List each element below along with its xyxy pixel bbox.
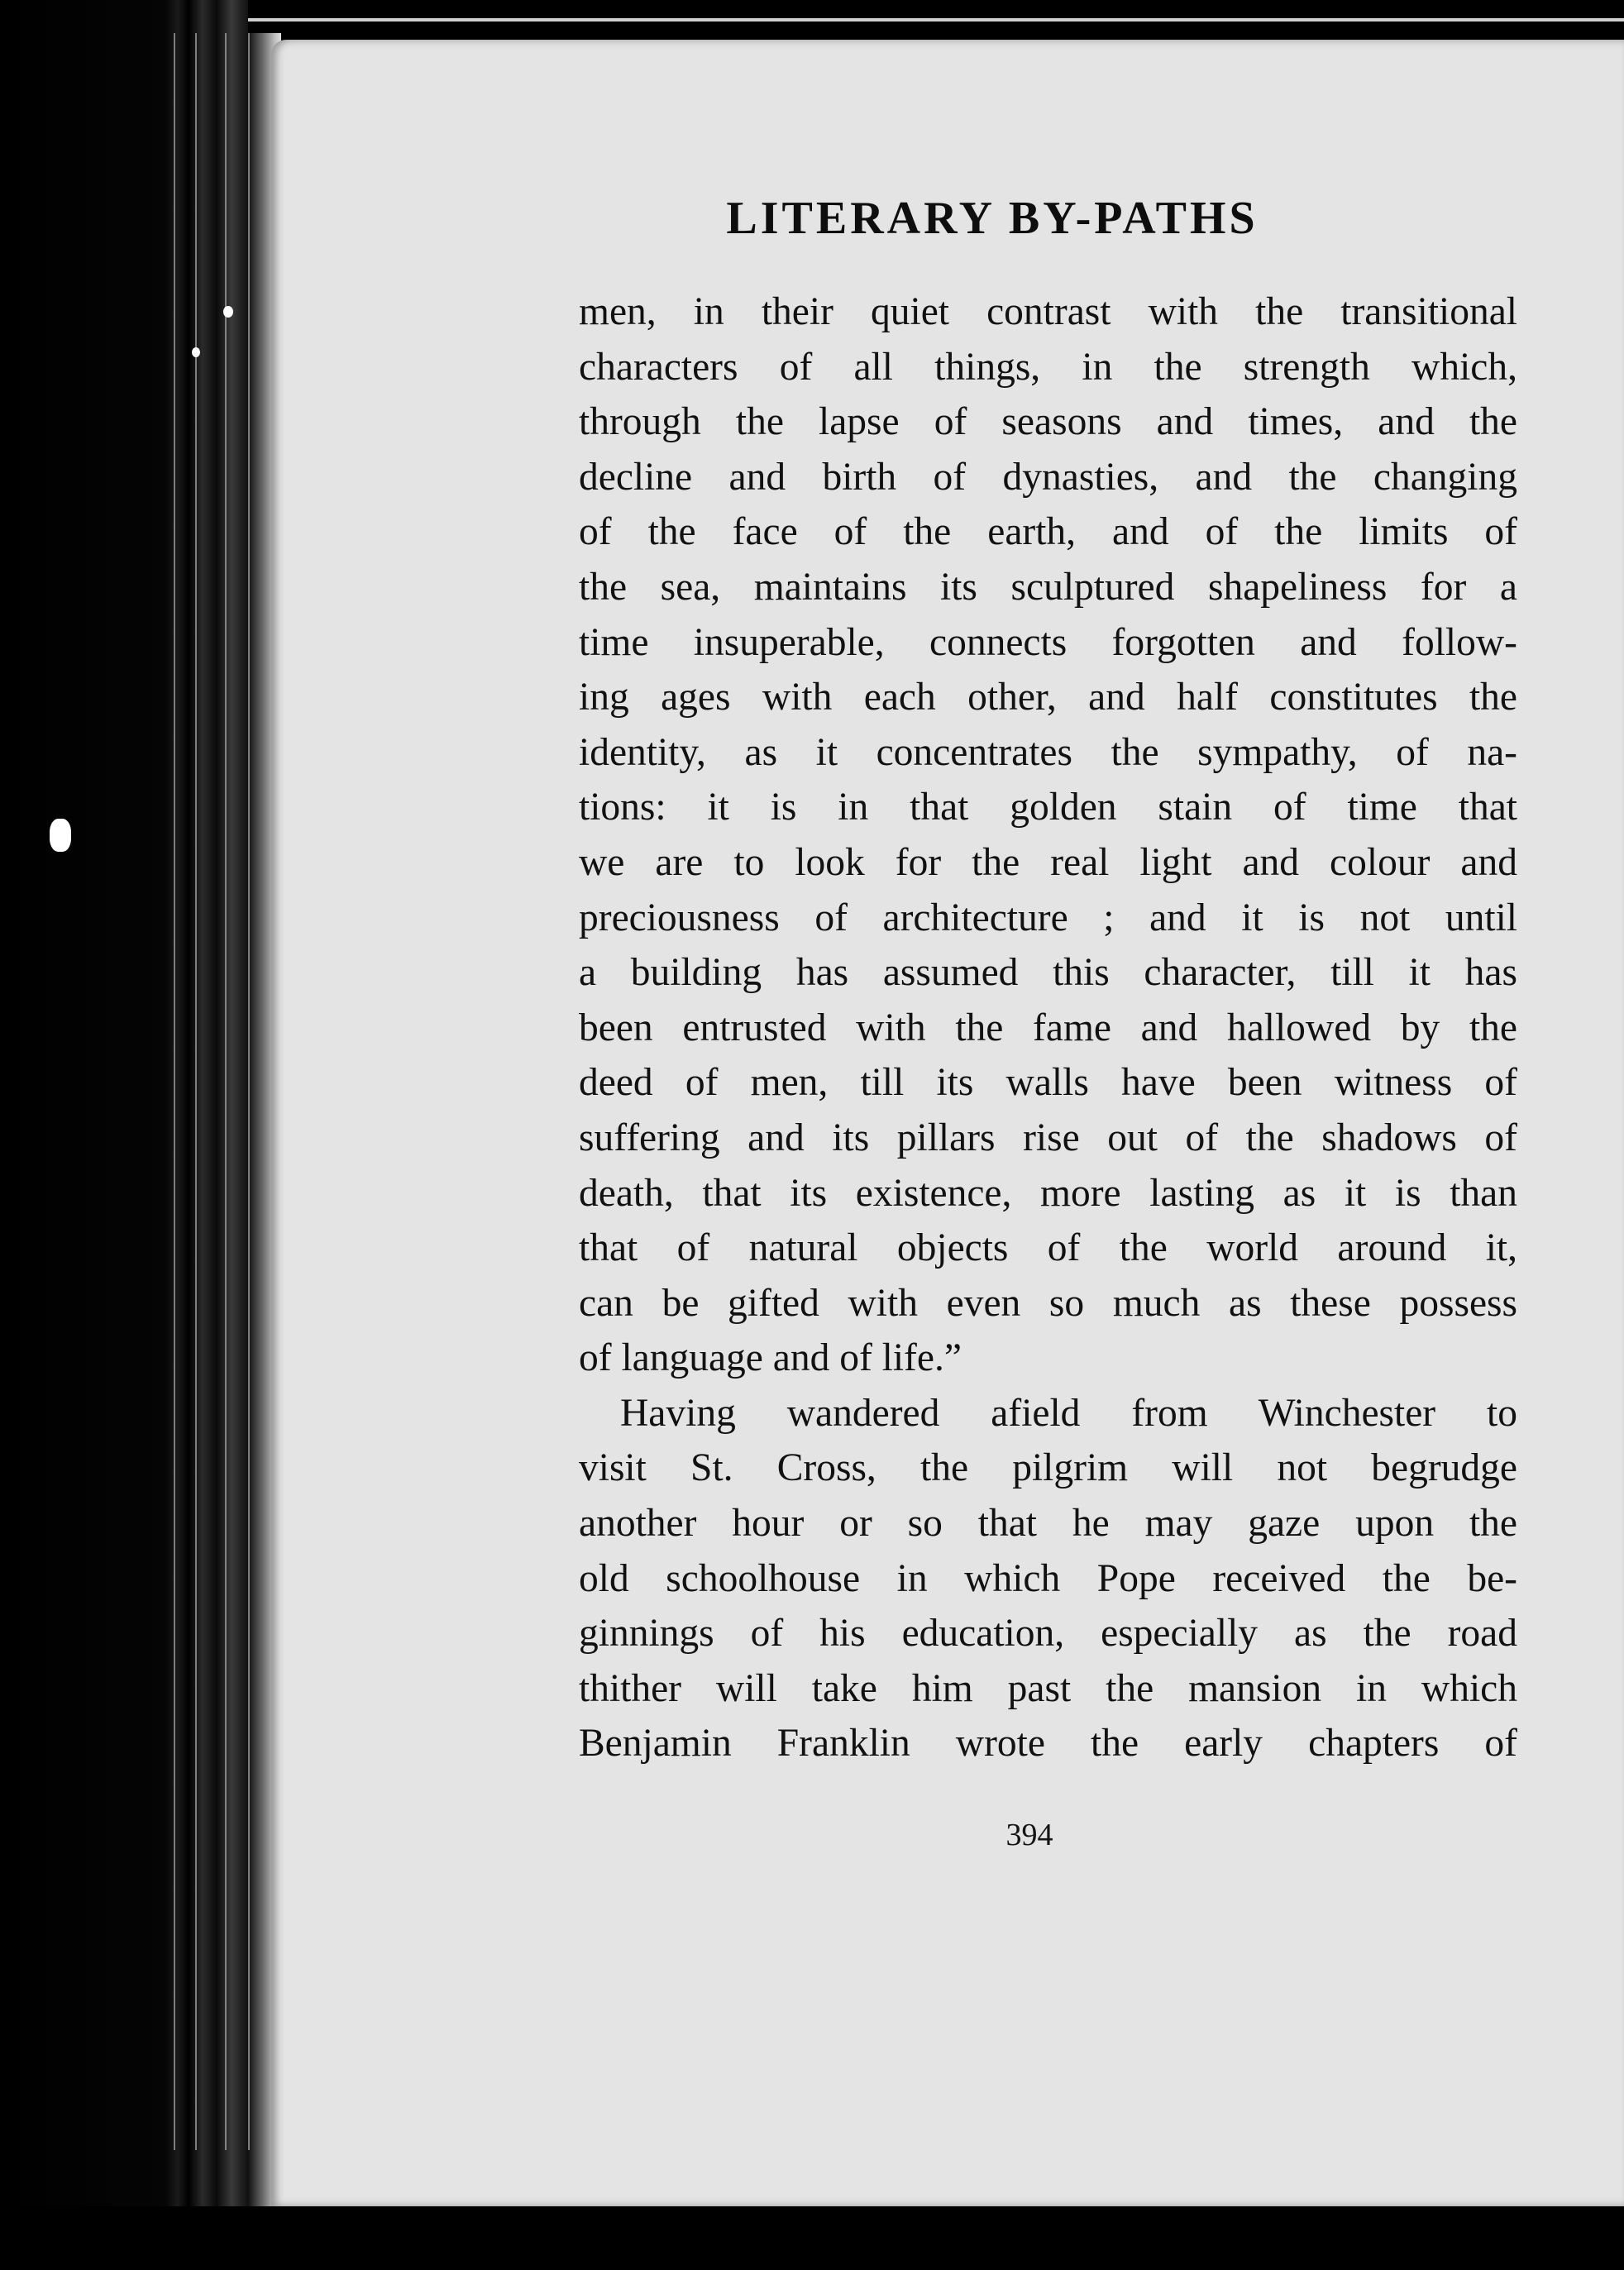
text-line: identity, as it concentrates the sympathy, of na- <box>579 730 1517 774</box>
text-line: been entrusted with the fame and hallowed by the <box>579 1006 1517 1049</box>
text-line: through the lapse of seasons and times, and the <box>579 400 1517 444</box>
text-line: old schoolhouse in which Pope received the be- <box>579 1556 1517 1600</box>
text-line: suffering and its pillars rise out of the shadows of <box>579 1116 1517 1159</box>
page-edge-line <box>225 33 227 2150</box>
text-line: deed of men, till its walls have been witness of <box>579 1061 1517 1105</box>
text-line: of the face of the earth, and of the limits of <box>579 510 1517 554</box>
text-line: thither will take him past the mansion in which <box>579 1666 1517 1710</box>
text-line: ing ages with each other, and half constitutes the <box>579 676 1517 719</box>
text-line: another hour or so that he may gaze upon the <box>579 1502 1517 1546</box>
text-line: decline and birth of dynasties, and the changing <box>579 455 1517 499</box>
text-line: we are to look for the real light and colour and <box>579 840 1517 884</box>
paper-speck <box>50 819 71 852</box>
text-line: tions: it is in that golden stain of time that <box>579 786 1517 829</box>
page-edge-line <box>174 33 175 2150</box>
text-line: a building has assumed this character, till it has <box>579 951 1517 995</box>
body-text <box>579 284 1517 1771</box>
text-line: that of natural objects of the world around it, <box>579 1226 1517 1270</box>
page-edge-line <box>248 33 250 2150</box>
top-edge <box>248 0 1624 33</box>
paper-speck <box>223 306 233 318</box>
text-line: can be gifted with even so much as these possess <box>579 1281 1517 1325</box>
text-line: death, that its existence, more lasting as it is than <box>579 1171 1517 1215</box>
paper-speck <box>192 347 200 357</box>
page-number: 394 <box>1005 1818 1053 1852</box>
text-line: preciousness of architecture ; and it is not until <box>579 896 1517 939</box>
text-line: characters of all things, in the strength which, <box>579 345 1517 389</box>
text-line: Benjamin Franklin wrote the early chapters of <box>579 1722 1517 1766</box>
running-head: LITERARY BY-PATHS <box>726 193 1259 244</box>
bottom-edge <box>0 2206 1624 2270</box>
text-line: men, in their quiet contrast with the transitional <box>579 290 1517 333</box>
text-line: the sea, maintains its sculptured shapeliness for a <box>579 565 1517 609</box>
text-line: time insuperable, connects forgotten and follow- <box>579 620 1517 664</box>
text-line: of language and of life.” <box>579 1336 962 1380</box>
book-binding-edge <box>0 0 281 2270</box>
text-line: visit St. Cross, the pilgrim will not begrudge <box>579 1446 1517 1490</box>
paragraph-start-line: Having wandered afield from Winchester to <box>620 1391 1517 1435</box>
text-line: ginnings of his education, especially as the road <box>579 1612 1517 1656</box>
